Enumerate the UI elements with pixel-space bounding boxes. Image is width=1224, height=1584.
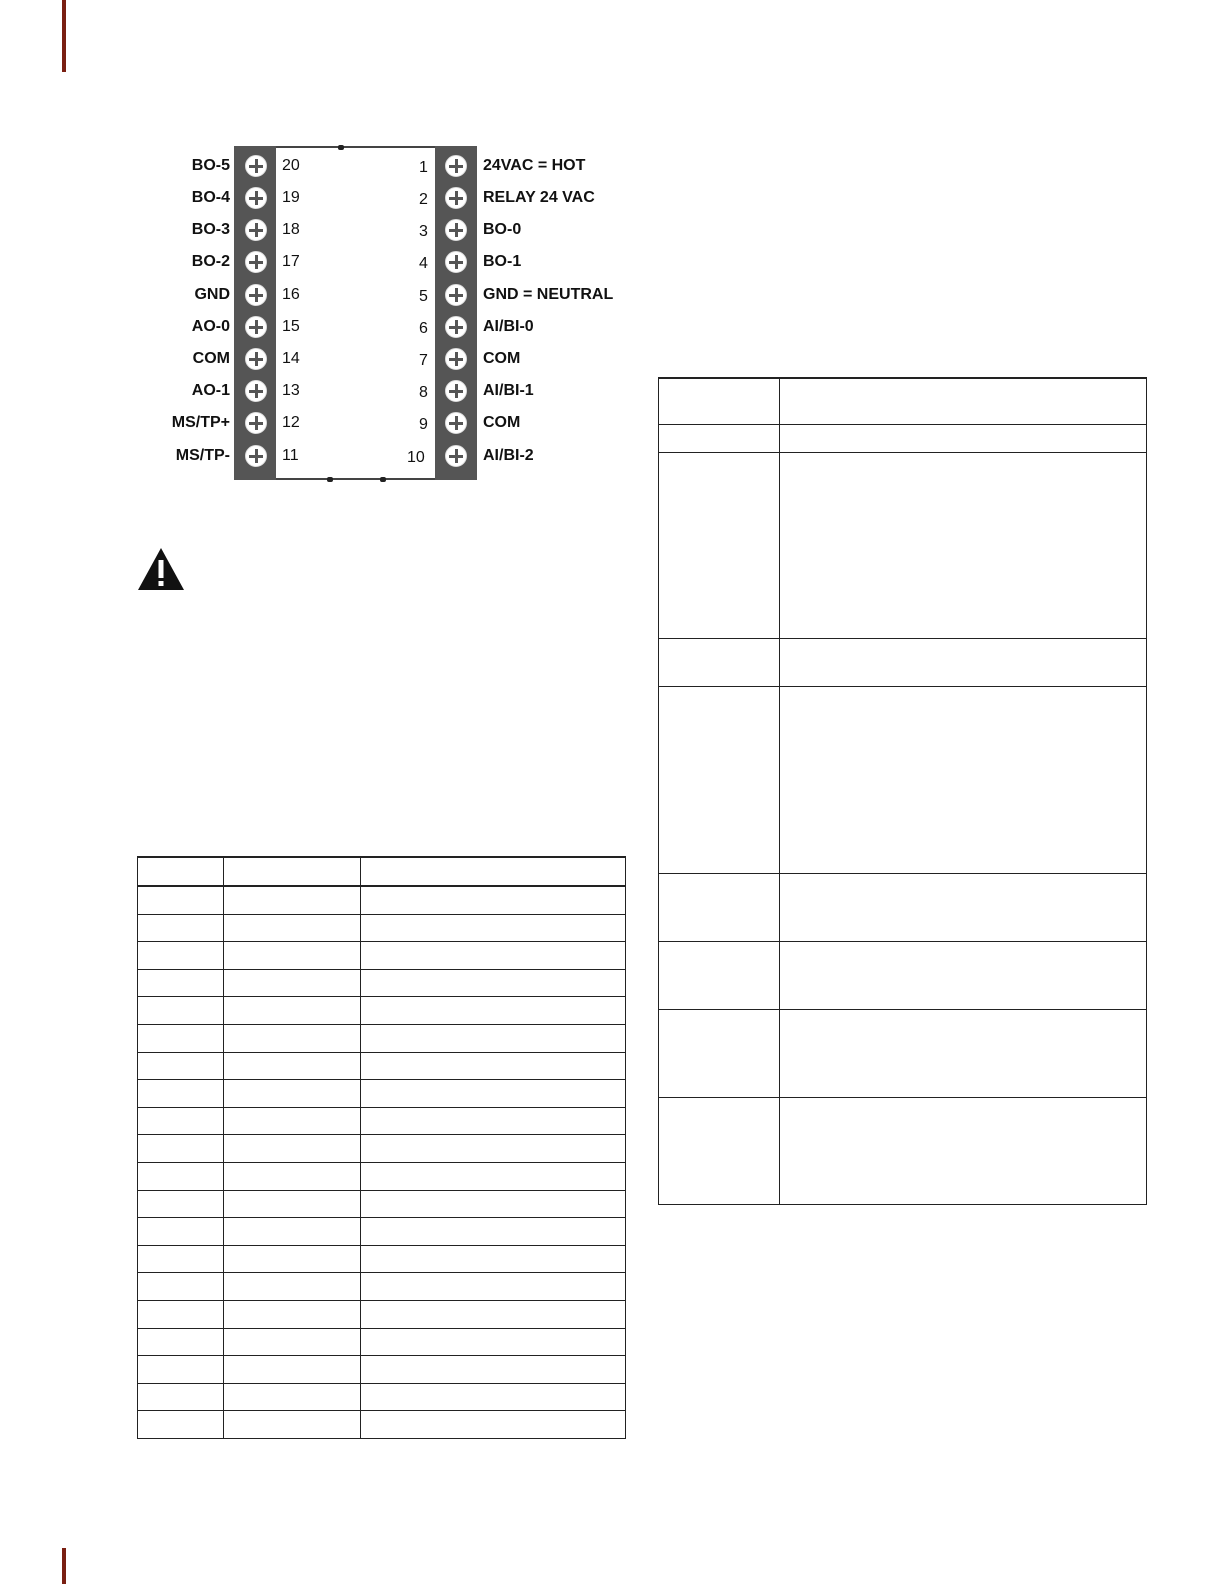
table-cell: [138, 1107, 224, 1135]
table-cell: [361, 857, 626, 886]
table-row: [138, 1162, 626, 1190]
table-cell: [659, 687, 780, 874]
pin-number: 18: [282, 221, 300, 238]
table-cell: [780, 1010, 1147, 1098]
terminal-label: RELAY 24 VAC: [483, 189, 595, 206]
table-row: [138, 914, 626, 942]
screw-terminal-icon: [245, 251, 267, 273]
table-row: [138, 969, 626, 997]
table-cell: [659, 942, 780, 1010]
screw-terminal-icon: [245, 155, 267, 177]
table-cell: [361, 1300, 626, 1328]
table-cell: [361, 1411, 626, 1439]
screw-terminal-icon: [245, 187, 267, 209]
pin-number: 1: [419, 159, 428, 176]
terminal-label: AI/BI-1: [483, 382, 534, 399]
table-cell: [361, 1245, 626, 1273]
pin-number: 16: [282, 286, 300, 303]
table-cell: [138, 1052, 224, 1080]
table-cell: [659, 378, 780, 425]
terminal-label: BO-5: [191, 157, 230, 174]
terminal-block-notch: [380, 477, 386, 482]
table-row: [138, 1356, 626, 1384]
table-cell: [361, 1080, 626, 1108]
table-row: [659, 425, 1147, 453]
table-cell: [138, 997, 224, 1025]
terminal-label: COM: [483, 414, 521, 431]
accent-bar-bottom: [62, 1548, 66, 1584]
table-cell: [224, 1356, 361, 1384]
table-cell: [361, 1356, 626, 1384]
table-cell: [659, 1010, 780, 1098]
table-row: [138, 1300, 626, 1328]
table-cell: [780, 453, 1147, 639]
screw-terminal-icon: [445, 219, 467, 241]
pin-number: 5: [419, 288, 428, 305]
table-cell: [224, 1052, 361, 1080]
pin-number: 6: [419, 320, 428, 337]
table-cell: [138, 969, 224, 997]
accent-bar-top: [62, 0, 66, 72]
table-row: [138, 1328, 626, 1356]
table-row: [138, 1218, 626, 1246]
table-cell: [224, 969, 361, 997]
table-cell: [224, 1273, 361, 1301]
table-cell: [138, 857, 224, 886]
pin-number: 3: [419, 223, 428, 240]
terminal-label: GND = NEUTRAL: [483, 286, 614, 303]
table-cell: [138, 1356, 224, 1384]
table-row: [659, 687, 1147, 874]
screw-terminal-icon: [245, 380, 267, 402]
screw-terminal-icon: [445, 316, 467, 338]
table-header-row: [138, 857, 626, 886]
table-row: [138, 1107, 626, 1135]
table-cell: [138, 1411, 224, 1439]
table-cell: [224, 1024, 361, 1052]
terminal-label: BO-0: [483, 221, 522, 238]
table-row: [138, 1052, 626, 1080]
table-cell: [138, 1300, 224, 1328]
table-cell: [224, 997, 361, 1025]
table-row: [138, 1190, 626, 1218]
table-cell: [138, 1080, 224, 1108]
terminal-label: BO-1: [483, 253, 522, 270]
terminal-label: GND: [194, 286, 230, 303]
terminal-label: AO-0: [191, 318, 230, 335]
table-cell: [138, 886, 224, 914]
table-cell: [361, 969, 626, 997]
table-cell: [361, 1190, 626, 1218]
screw-terminal-icon: [445, 187, 467, 209]
table-cell: [361, 914, 626, 942]
table-row: [659, 453, 1147, 639]
table-cell: [224, 886, 361, 914]
table-cell: [224, 914, 361, 942]
screw-terminal-icon: [245, 412, 267, 434]
screw-terminal-icon: [445, 284, 467, 306]
screw-terminal-icon: [445, 380, 467, 402]
table-cell: [138, 1328, 224, 1356]
screw-terminal-icon: [445, 155, 467, 177]
screw-terminal-icon: [445, 412, 467, 434]
pin-number: 14: [282, 350, 300, 367]
screw-terminal-icon: [245, 348, 267, 370]
table-cell: [361, 1273, 626, 1301]
table-cell: [361, 886, 626, 914]
table-cell: [224, 1135, 361, 1163]
table-cell: [224, 1411, 361, 1439]
table-cell: [224, 1190, 361, 1218]
table-cell: [780, 378, 1147, 425]
pin-number: 13: [282, 382, 300, 399]
table-cell: [224, 857, 361, 886]
table-cell: [780, 687, 1147, 874]
terminal-block-notch: [338, 145, 344, 150]
table-row: [138, 886, 626, 914]
table-cell: [224, 1328, 361, 1356]
table-cell: [780, 942, 1147, 1010]
terminal-label: COM: [483, 350, 521, 367]
table-cell: [780, 874, 1147, 942]
screw-terminal-icon: [445, 348, 467, 370]
table-cell: [780, 1098, 1147, 1205]
terminal-table: [137, 856, 626, 1439]
pin-number: 9: [419, 416, 428, 433]
table-row: [659, 1098, 1147, 1205]
table-cell: [361, 1328, 626, 1356]
table-row: [138, 1135, 626, 1163]
terminal-label: AO-1: [191, 382, 230, 399]
table-cell: [224, 1383, 361, 1411]
table-cell: [138, 942, 224, 970]
table-cell: [361, 1052, 626, 1080]
screw-terminal-icon: [245, 219, 267, 241]
table-cell: [138, 1190, 224, 1218]
table-row: [138, 1411, 626, 1439]
table-cell: [361, 1162, 626, 1190]
table-cell: [224, 1300, 361, 1328]
screw-terminal-icon: [245, 316, 267, 338]
table-cell: [361, 1107, 626, 1135]
table-cell: [224, 1245, 361, 1273]
table-row: [138, 1080, 626, 1108]
table-row: [659, 639, 1147, 687]
description-table: [658, 377, 1147, 1205]
table-row: [138, 1245, 626, 1273]
table-cell: [138, 1162, 224, 1190]
table-row: [659, 942, 1147, 1010]
table-cell: [138, 1273, 224, 1301]
pin-number: 15: [282, 318, 300, 335]
table-cell: [361, 1135, 626, 1163]
pin-number: 19: [282, 189, 300, 206]
terminal-block-notch: [327, 477, 333, 482]
terminal-label: AI/BI-0: [483, 318, 534, 335]
table-cell: [224, 1107, 361, 1135]
screw-terminal-icon: [245, 284, 267, 306]
table-header-row: [659, 378, 1147, 425]
pin-number: 17: [282, 253, 300, 270]
table-row: [138, 997, 626, 1025]
table-cell: [224, 942, 361, 970]
table-row: [138, 1383, 626, 1411]
table-row: [659, 1010, 1147, 1098]
table-cell: [361, 1024, 626, 1052]
terminal-label: BO-4: [191, 189, 230, 206]
table-row: [138, 1024, 626, 1052]
pin-number: 4: [419, 255, 428, 272]
table-cell: [780, 639, 1147, 687]
table-cell: [361, 1383, 626, 1411]
pin-number: 12: [282, 414, 300, 431]
terminal-label: MS/TP-: [175, 447, 230, 464]
table-row: [138, 942, 626, 970]
table-cell: [138, 1218, 224, 1246]
terminal-label: AI/BI-2: [483, 447, 534, 464]
table-cell: [780, 425, 1147, 453]
pin-number: 2: [419, 191, 428, 208]
pin-number: 8: [419, 384, 428, 401]
table-cell: [361, 997, 626, 1025]
pin-number: 7: [419, 352, 428, 369]
table-row: [659, 874, 1147, 942]
table-cell: [224, 1162, 361, 1190]
table-cell: [138, 914, 224, 942]
table-cell: [659, 874, 780, 942]
terminal-label: MS/TP+: [171, 414, 230, 431]
table-cell: [224, 1080, 361, 1108]
terminal-label: BO-3: [191, 221, 230, 238]
table-cell: [659, 425, 780, 453]
table-cell: [138, 1135, 224, 1163]
table-cell: [138, 1383, 224, 1411]
table-cell: [361, 942, 626, 970]
screw-terminal-icon: [445, 445, 467, 467]
table-row: [138, 1273, 626, 1301]
table-cell: [361, 1218, 626, 1246]
table-cell: [138, 1245, 224, 1273]
screw-terminal-icon: [245, 445, 267, 467]
pin-number: 11: [282, 447, 299, 464]
screw-terminal-icon: [445, 251, 467, 273]
warning-triangle-icon: [136, 546, 186, 592]
table-cell: [659, 1098, 780, 1205]
pin-number: 10: [407, 449, 425, 466]
table-cell: [138, 1024, 224, 1052]
table-cell: [659, 639, 780, 687]
terminal-label: BO-2: [191, 253, 230, 270]
table-cell: [224, 1218, 361, 1246]
table-cell: [659, 453, 780, 639]
terminal-label: 24VAC = HOT: [483, 157, 586, 174]
pin-number: 20: [282, 157, 300, 174]
terminal-label: COM: [192, 350, 230, 367]
